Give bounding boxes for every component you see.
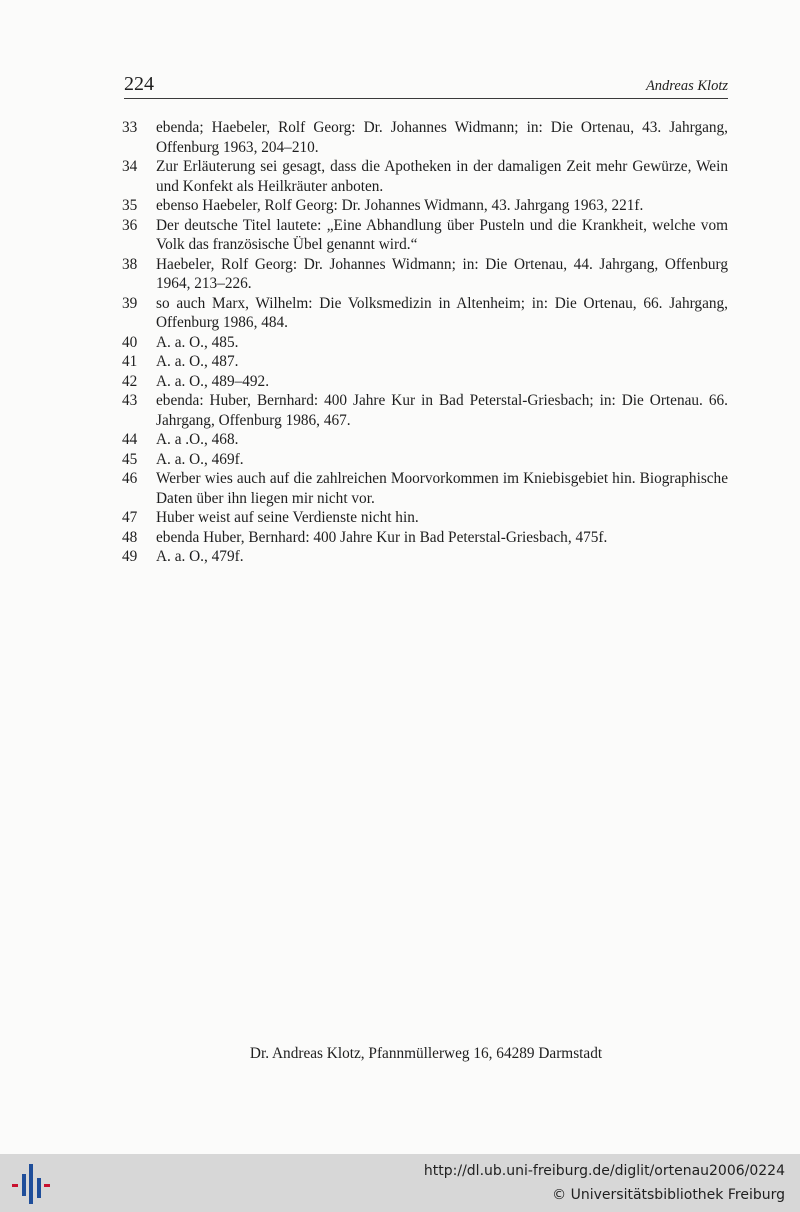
endnote-number: 43 <box>122 392 138 409</box>
endnote-40 <box>122 333 728 353</box>
endnote-number: 40 <box>122 333 138 351</box>
endnote-number: 35 <box>122 197 138 214</box>
endnotes-list <box>122 118 728 567</box>
endnote-text: Haebeler, Rolf Georg: Dr. Johannes Widmann; in: Die Ortenau, 44. Jahrgang, Offenburg 1964, 213–226. <box>156 255 728 292</box>
page-number: 224 <box>124 73 154 95</box>
endnote-text: Huber weist auf seine Verdienste nicht hin. <box>156 509 419 526</box>
endnote-48 <box>122 528 728 548</box>
endnote-41 <box>122 352 728 372</box>
endnote-number: 45 <box>122 450 138 468</box>
endnote-number: 41 <box>122 353 138 370</box>
copyright-notice: © Universitätsbibliothek Freiburg <box>552 1187 785 1203</box>
endnote-42 <box>122 372 728 392</box>
endnote-text: A. a. O., 469f. <box>156 450 244 468</box>
endnote-number: 46 <box>122 470 138 487</box>
permalink-url-link[interactable]: http://dl.ub.uni-freiburg.de/diglit/ortenau2006/0224 <box>423 1163 785 1179</box>
endnote-number: 34 <box>122 158 138 175</box>
endnote-number: 33 <box>122 119 138 136</box>
endnote-number: 47 <box>122 509 138 526</box>
endnote-47 <box>122 508 728 528</box>
endnote-text: Der deutsche Titel lautete: „Eine Abhandlung über Pusteln und die Krankheit, welche vom Volk das französische Übel genannt wird.“ <box>156 216 728 253</box>
endnote-number: 39 <box>122 294 138 312</box>
endnote-text: ebenso Haebeler, Rolf Georg: Dr. Johannes Widmann, 43. Jahrgang 1963, 221f. <box>156 197 644 214</box>
library-footer-bar <box>0 1154 800 1212</box>
endnote-36 <box>122 216 728 255</box>
endnote-text: A. a. O., 487. <box>156 353 239 370</box>
endnote-text: so auch Marx, Wilhelm: Die Volksmedizin in Altenheim; in: Die Ortenau, 66. Jahrgang, Offenburg 1986, 484. <box>156 294 728 331</box>
endnote-text: ebenda Huber, Bernhard: 400 Jahre Kur in Bad Peterstal-Griesbach, 475f. <box>156 528 608 546</box>
endnote-text: A. a .O., 468. <box>156 431 239 448</box>
endnote-number: 38 <box>122 255 138 273</box>
endnote-34 <box>122 157 728 196</box>
endnote-text: Werber wies auch auf die zahlreichen Moorvorkommen im Kniebisgebiet hin. Biographische Daten über ihn liegen mir nicht vor. <box>156 470 728 507</box>
endnote-33 <box>122 118 728 157</box>
endnote-46 <box>122 469 728 508</box>
endnote-number: 49 <box>122 548 138 565</box>
endnote-text: ebenda: Huber, Bernhard: 400 Jahre Kur in Bad Peterstal-Griesbach; in: Die Ortenau. 66. Jahrgang, Offenburg 1986, 467. <box>156 392 728 429</box>
endnote-number: 48 <box>122 528 138 546</box>
endnote-text: ebenda; Haebeler, Rolf Georg: Dr. Johannes Widmann; in: Die Ortenau, 43. Jahrgang, Offenburg 1963, 204–210. <box>156 119 728 156</box>
page-header <box>124 70 728 99</box>
endnote-number: 42 <box>122 372 138 390</box>
endnote-43 <box>122 391 728 430</box>
running-head-author: Andreas Klotz <box>645 78 728 94</box>
endnote-49 <box>122 547 728 567</box>
ub-freiburg-logo-icon <box>10 1164 52 1204</box>
endnote-39 <box>122 294 728 333</box>
endnote-number: 36 <box>122 216 138 234</box>
endnote-44 <box>122 430 728 450</box>
endnote-45 <box>122 450 728 470</box>
endnote-text: A. a. O., 485. <box>156 333 239 351</box>
endnote-38 <box>122 255 728 294</box>
endnote-35 <box>122 196 728 216</box>
endnote-text: Zur Erläuterung sei gesagt, dass die Apotheken in der damaligen Zeit mehr Gewürze, Wein und Konfekt als Heilkräuter anboten. <box>156 158 728 195</box>
logo-graphic <box>10 1164 52 1204</box>
endnote-number: 44 <box>122 431 138 448</box>
author-address: Dr. Andreas Klotz, Pfannmüllerweg 16, 64289 Darmstadt <box>249 1045 603 1062</box>
endnote-text: A. a. O., 479f. <box>156 548 244 565</box>
endnote-text: A. a. O., 489–492. <box>156 372 270 390</box>
